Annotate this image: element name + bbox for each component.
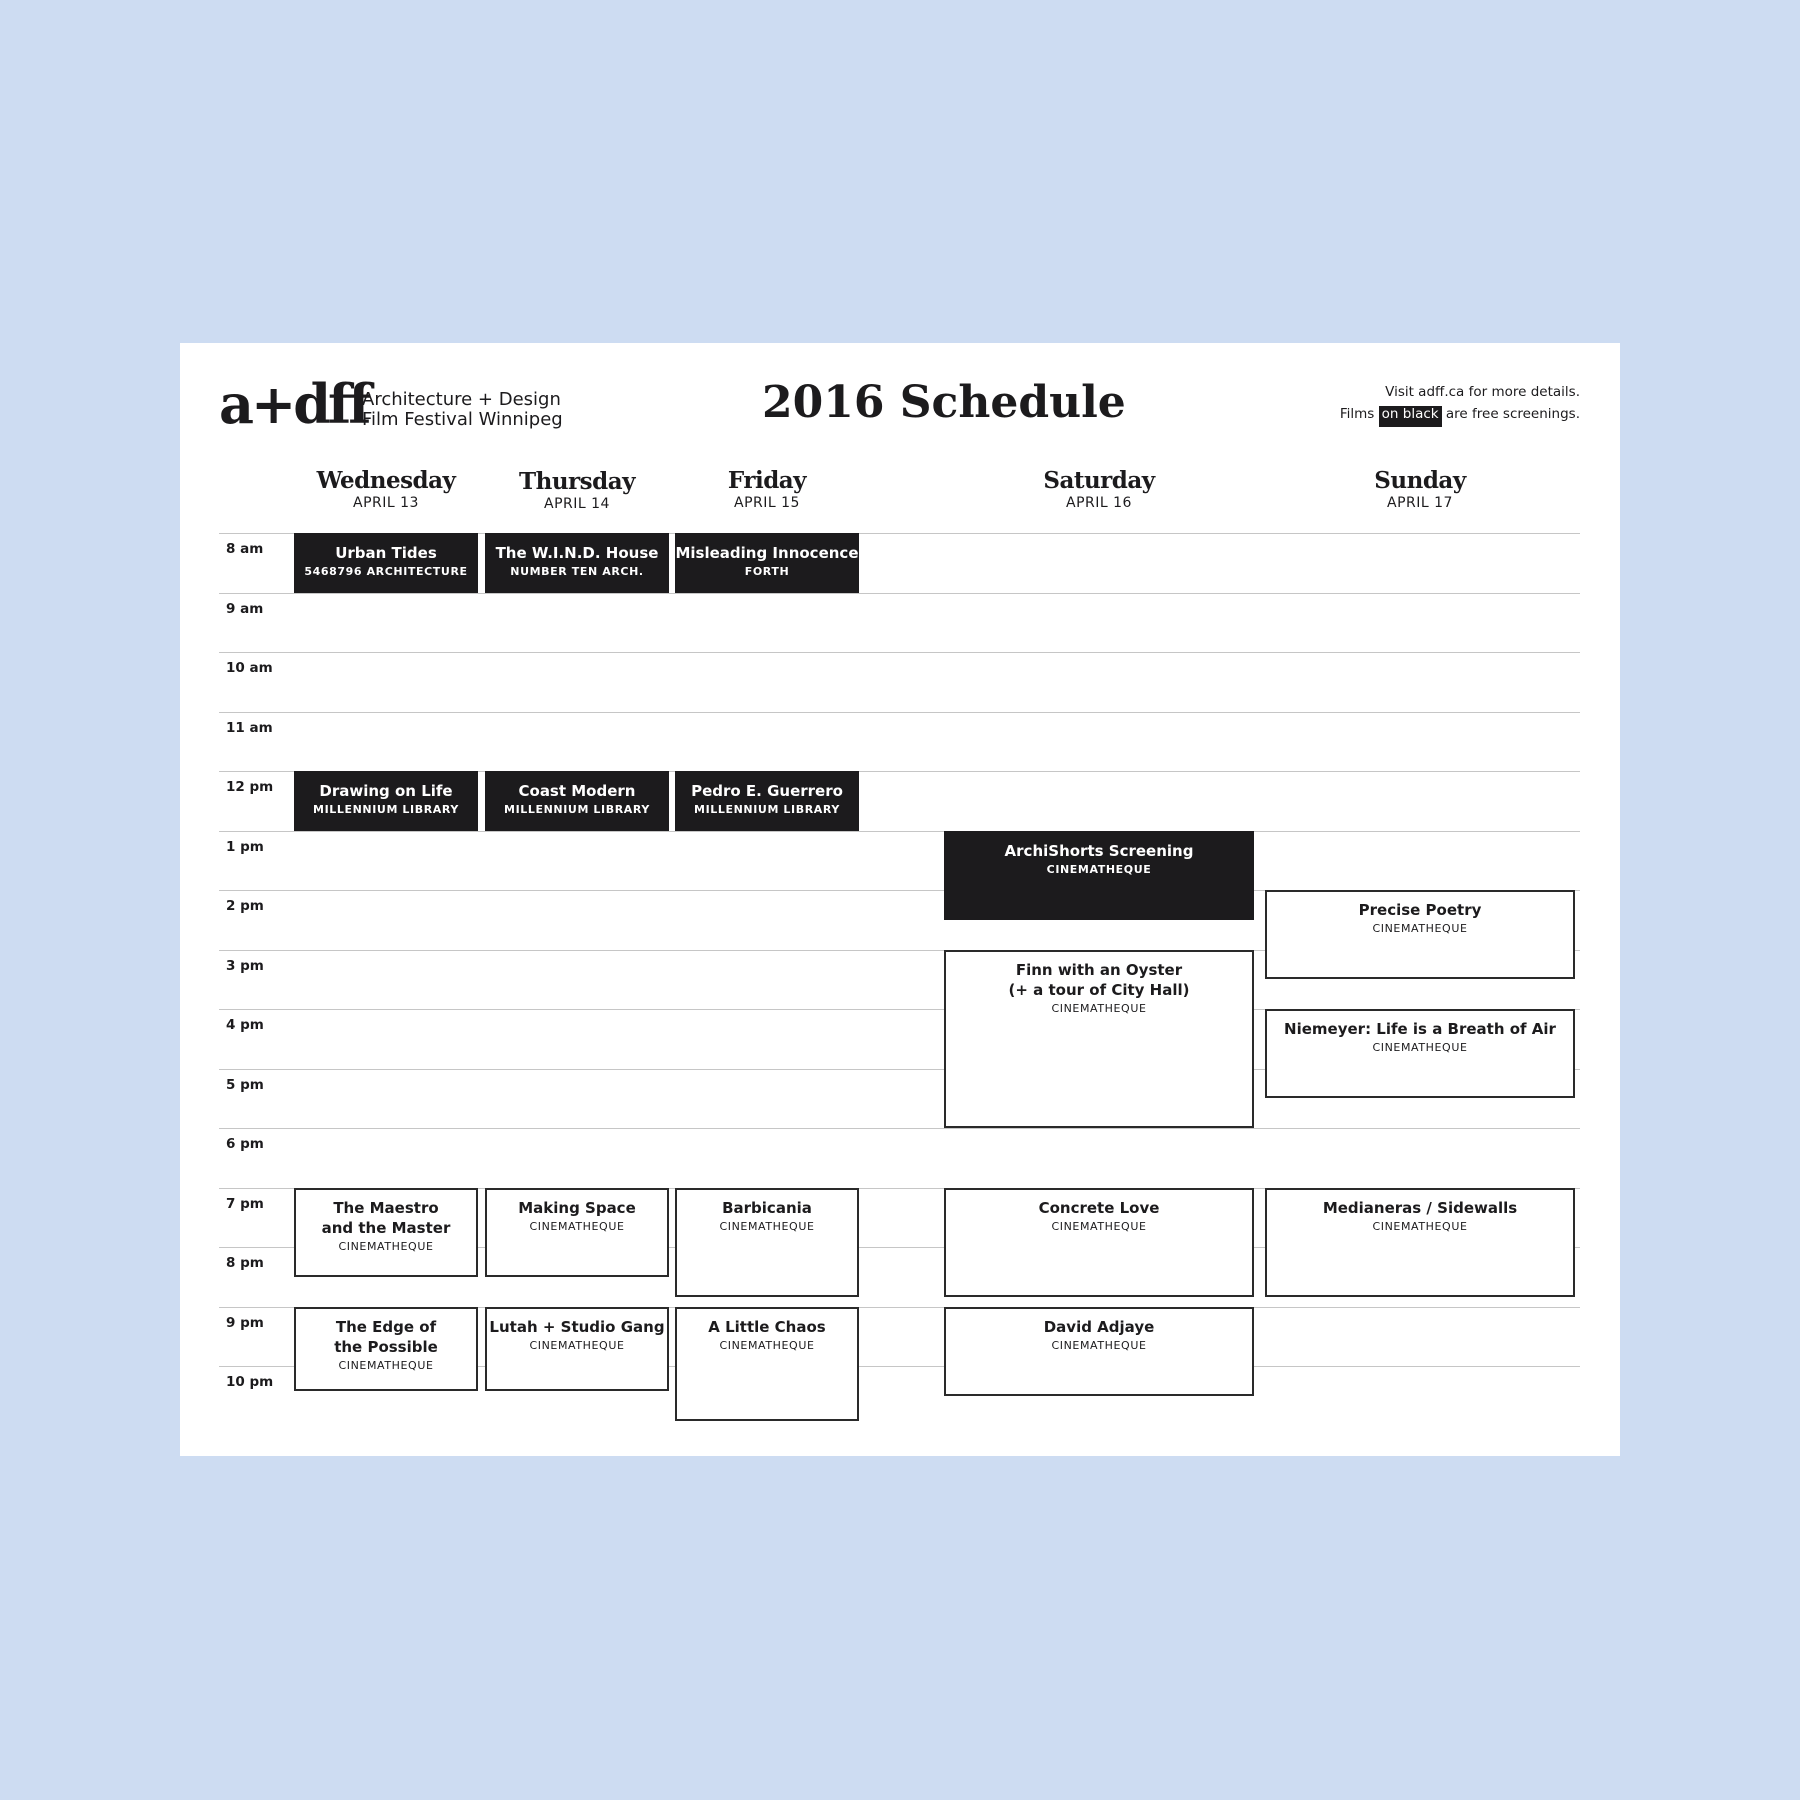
screening-title: The W.I.N.D. House [495,544,659,562]
hour-divider [219,831,1580,832]
hour-label-12-pm: 12 pm [226,779,274,795]
day-header-wednesday [294,468,478,512]
screening-title: Urban Tides [335,544,437,562]
hour-label-1-pm: 1 pm [226,838,264,855]
screening-lutah-studio-gang[interactable] [485,1307,669,1391]
festival-name-line2: Film Festival Winnipeg [362,409,563,430]
hour-label-10-pm: 10 pm [226,1374,274,1390]
screening-barbicania[interactable] [675,1188,859,1297]
hour-divider [219,712,1580,713]
screening-title: Finn with an Oyster (+ a tour of City Hall) [1008,960,1190,999]
screening-the-w-i-n-d-house[interactable] [485,533,669,593]
day-header-friday [675,468,859,512]
screening-venue: CINEMATHEQUE [719,1219,815,1233]
screening-title: Pedro E. Guerrero [691,782,843,800]
screening-making-space[interactable] [485,1188,669,1277]
on-black-highlight: on black [1379,406,1442,427]
screening-title: David Adjaye [1043,1317,1155,1336]
screening-title: Medianeras / Sidewalls [1322,1198,1518,1217]
hour-label-8-pm: 8 pm [226,1255,264,1271]
hour-label-4-pm: 4 pm [226,1017,264,1033]
screening-venue: CINEMATHEQUE [1051,1219,1147,1233]
screening-venue: CINEMATHEQUE [719,1338,815,1352]
screening-title: Concrete Love [1038,1198,1160,1217]
screening-finn-with-an-oyster-a-tour-of-city-hall[interactable] [944,950,1254,1129]
day-name: Thursday [519,468,635,495]
schedule-sheet [180,343,1620,1456]
hour-label-9-pm: 9 pm [226,1314,264,1331]
free-note-post: are free screenings. [1441,406,1580,422]
hour-label-6-pm: 6 pm [226,1136,264,1152]
screening-drawing-on-life[interactable] [294,771,478,831]
screening-venue: CINEMATHEQUE [1372,1041,1468,1054]
screening-title: The Edge of the Possible [334,1317,438,1356]
hour-label-3-pm: 3 pm [226,957,264,974]
hour-label-8-am: 8 am [226,541,264,557]
hour-label-2-pm: 2 pm [226,898,264,914]
screening-venue: MILLENNIUM LIBRARY [504,803,650,816]
day-name: Saturday [1043,467,1155,494]
screening-venue: CINEMATHEQUE [1051,1338,1147,1352]
day-name: Sunday [1374,467,1466,494]
hour-label-7-pm: 7 pm [226,1195,264,1212]
day-header-sunday [1265,468,1575,512]
screening-venue: MILLENNIUM LIBRARY [313,803,459,816]
screening-a-little-chaos[interactable] [675,1307,859,1421]
screening-concrete-love[interactable] [944,1188,1254,1297]
day-date: APRIL 16 [1066,495,1132,511]
hour-label-10-am: 10 am [226,660,273,676]
day-date: APRIL 13 [353,495,419,511]
screening-title: Drawing on Life [319,782,453,800]
screening-niemeyer-life-is-a-breath-of-air[interactable] [1265,1009,1575,1098]
screening-title: Misleading Innocence [675,544,859,562]
screening-title: The Maestro and the Master [321,1198,451,1237]
free-screenings-note [1340,403,1580,425]
adff-logo: a+dff [219,372,369,436]
details-note: Visit adff.ca for more details. [1385,384,1580,400]
screening-title: Lutah + Studio Gang [489,1317,665,1336]
day-date: APRIL 17 [1387,495,1453,511]
hour-label-5-pm: 5 pm [226,1076,264,1093]
day-date: APRIL 15 [734,495,800,511]
screening-title: A Little Chaos [708,1317,826,1336]
screening-title: Coast Modern [518,782,636,800]
screening-venue: CINEMATHEQUE [1372,1219,1468,1233]
screening-venue: MILLENNIUM LIBRARY [694,803,840,816]
day-date: APRIL 14 [544,496,610,512]
header-notes [1340,381,1580,425]
hour-label-9-am: 9 am [226,600,264,617]
screening-title: Niemeyer: Life is a Breath of Air [1284,1020,1556,1038]
day-header-saturday [944,468,1254,512]
festival-name-line1: Architecture + Design [362,389,561,410]
hour-divider [219,1128,1580,1129]
screening-misleading-innocence[interactable] [675,533,859,593]
screening-venue: CINEMATHEQUE [338,1239,434,1253]
day-header-thursday [485,469,669,513]
screening-venue: CINEMATHEQUE [1051,1001,1147,1015]
screening-venue: CINEMATHEQUE [529,1219,625,1233]
screening-venue: CINEMATHEQUE [338,1358,434,1372]
hour-divider [219,652,1580,653]
screening-venue: FORTH [744,565,790,578]
screening-venue: NUMBER TEN ARCH. [510,565,644,578]
screening-venue: CINEMATHEQUE [1046,862,1152,876]
screening-urban-tides[interactable] [294,533,478,593]
free-note-pre: Films [1339,406,1379,422]
screening-title: Making Space [518,1198,636,1217]
hour-divider [219,593,1580,594]
screening-venue: 5468796 ARCHITECTURE [304,565,468,578]
screening-venue: CINEMATHEQUE [529,1338,625,1352]
screening-the-edge-of-the-possible[interactable] [294,1307,478,1391]
screening-medianeras-sidewalls[interactable] [1265,1188,1575,1297]
festival-name [362,390,563,430]
screening-precise-poetry[interactable] [1265,890,1575,979]
screening-archishorts-screening[interactable] [944,831,1254,920]
day-name: Wednesday [316,467,456,494]
screening-coast-modern[interactable] [485,771,669,831]
screening-the-maestro-and-the-master[interactable] [294,1188,478,1277]
day-name: Friday [727,467,807,494]
screening-david-adjaye[interactable] [944,1307,1254,1396]
page-title: 2016 Schedule [762,377,1126,428]
screening-title: Precise Poetry [1358,901,1482,919]
screening-title: ArchiShorts Screening [1004,841,1194,860]
screening-pedro-e-guerrero[interactable] [675,771,859,831]
screening-title: Barbicania [722,1198,812,1217]
screening-venue: CINEMATHEQUE [1372,922,1468,935]
hour-label-11-am: 11 am [226,719,273,736]
